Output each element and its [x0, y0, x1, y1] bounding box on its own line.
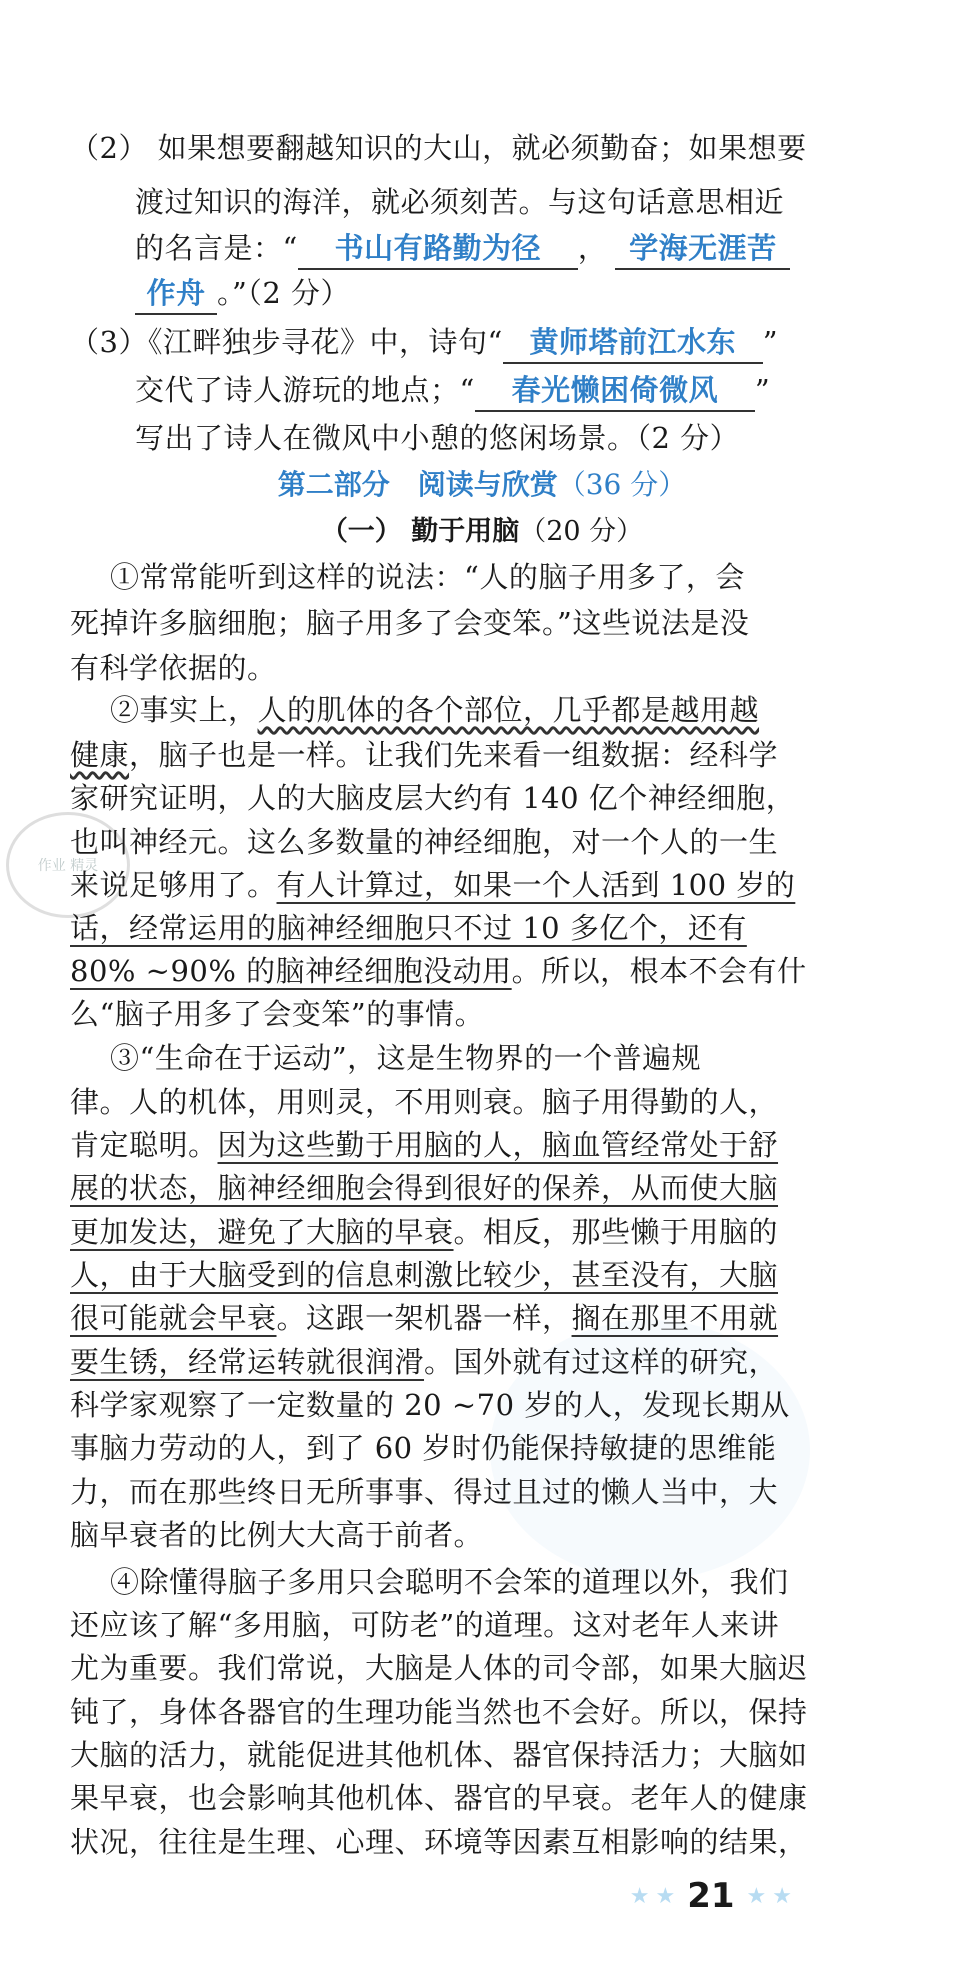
p2-line-3: 家研究证明，人的大脑皮层大约有 140 亿个神经细胞， — [70, 781, 796, 815]
q2-separator: ， — [577, 231, 608, 265]
p3-line-3-b: 因为这些勤于用脑的人，脑血管经常处于舒 — [217, 1128, 779, 1162]
p2-line-1-b: 人的肌体的各个部位，几乎都是越用越 — [257, 693, 760, 727]
page-footer — [630, 1876, 792, 1916]
p4-line-2: 还应该了解“多用脑，可防老”的道理。这对老年人来讲 — [70, 1608, 780, 1642]
p1-line-1: ①常常能听到这样的说法：“人的脑子用多了，会 — [110, 560, 745, 594]
p3-line-11: 力，而在那些终日无所事事、得过且过的懒人当中，大 — [70, 1475, 779, 1509]
q2-answer-1: 书山有路勤为径 — [298, 228, 578, 270]
q3-line-1 — [70, 322, 778, 364]
q3-quote-close-1: ” — [762, 325, 779, 359]
q3-answer-1: 黄师塔前江水东 — [503, 322, 763, 364]
p4-line-4: 钝了，身体各器官的生理功能当然也不会好。所以，保持 — [70, 1695, 808, 1729]
p4-line-1: ④除懂得脑子多用只会聪明不会笨的道理以外，我们 — [110, 1565, 789, 1599]
subsection-title — [0, 512, 964, 552]
p2-line-1 — [110, 690, 759, 730]
p2-line-6: 话，经常运用的脑神经细胞只不过 10 多亿个，还有 — [70, 911, 747, 945]
p3-line-8-a: 要生锈，经常运转就很润滑 — [70, 1345, 425, 1379]
q2-line-3-prefix: 的名言是：“ — [135, 231, 298, 265]
subsection-title-text: （一） 勤于用脑 — [320, 516, 520, 547]
p4-line-5: 大脑的活力，就能促进其他机体、器官保持活力；大脑如 — [70, 1738, 808, 1772]
p2-line-5-b: 有人计算过，如果一个人活到 100 岁的 — [276, 868, 796, 902]
p3-line-7 — [70, 1298, 778, 1338]
stamp-text: 作业 精灵 — [37, 858, 99, 874]
p3-line-12: 脑早衰者的比例大大高于前者。 — [70, 1518, 484, 1552]
page-number: 21 — [687, 1876, 735, 1916]
q2-end: 。”（2 分） — [217, 276, 350, 310]
p3-line-10: 事脑力劳动的人，到了 60 岁时仍能保持敏捷的思维能 — [70, 1431, 777, 1465]
q2-line-1: （2） 如果想要翻越知识的大山，就必须勤奋；如果想要 — [70, 131, 807, 165]
q3-line-3: 写出了诗人在微风中小憩的悠闲场景。（2 分） — [135, 421, 740, 455]
p3-line-2: 律。人的机体，用则灵，不用则衰。脑子用得勤的人， — [70, 1085, 779, 1119]
p3-line-3-a: 肯定聪明。 — [70, 1128, 218, 1162]
p2-line-2 — [70, 735, 778, 775]
q3-line-1-prefix: （3）《江畔独步寻花》中，诗句“ — [70, 325, 503, 359]
p2-line-2-a: 健康 — [70, 738, 130, 772]
p3-line-1: ③“生命在于运动”，这是生物界的一个普遍规 — [110, 1041, 702, 1075]
p3-line-8-b: 。国外就有过这样的研究， — [424, 1345, 779, 1379]
subsection-points: （20 分） — [519, 516, 644, 547]
p3-line-5-b: 。相反，那些懒于用脑的 — [453, 1215, 779, 1249]
p3-line-3 — [70, 1125, 778, 1165]
p2-line-2-b: ，脑子也是一样。让我们先来看一组数据：经科学 — [129, 738, 779, 772]
p4-line-6: 果早衰，也会影响其他机体、器官的早衰。老年人的健康 — [70, 1781, 808, 1815]
section-title — [0, 465, 964, 505]
star-icon: ★ — [655, 1883, 676, 1909]
q2-answer-2a: 学海无涯苦 — [615, 228, 790, 270]
star-icon: ★ — [746, 1883, 767, 1909]
q2-answer-2b: 作舟 — [135, 273, 217, 315]
p3-line-9: 科学家观察了一定数量的 20 ~70 岁的人，发现长期从 — [70, 1388, 790, 1422]
section-points: （36 分） — [557, 468, 687, 501]
star-icon: ★ — [772, 1883, 792, 1909]
q3-quote-close-2: ” — [754, 373, 771, 407]
p2-line-8: 么“脑子用多了会变笨”的事情。 — [70, 997, 485, 1031]
q2-line-3 — [135, 228, 790, 270]
q2-line-4 — [135, 273, 350, 315]
p4-line-7: 状况，往往是生理、心理、环境等因素互相影响的结果， — [70, 1825, 808, 1859]
q3-line-2-prefix: 交代了诗人游玩的地点；“ — [135, 373, 475, 407]
p3-line-7-c: 搁在那里不用就 — [571, 1301, 779, 1335]
p3-line-8 — [70, 1342, 778, 1382]
p3-line-7-a: 很可能就会早衰 — [70, 1301, 277, 1335]
p2-line-5 — [70, 865, 795, 905]
section-title-text: 第二部分 阅读与欣赏 — [277, 468, 558, 501]
p1-line-2: 死掉许多脑细胞；脑子用多了会变笨。”这些说法是没 — [70, 606, 750, 640]
p2-line-4: 也叫神经元。这么多数量的神经细胞，对一个人的一生 — [70, 825, 779, 859]
q3-line-2 — [135, 370, 770, 412]
p4-line-3: 尤为重要。我们常说，大脑是人体的司令部，如果大脑迟 — [70, 1651, 808, 1685]
q2-line-2: 渡过知识的海洋，就必须刻苦。与这句话意思相近 — [135, 185, 785, 219]
p2-line-7 — [70, 951, 807, 991]
p2-line-7-a: 80% ~90% 的脑神经细胞没动用 — [70, 954, 512, 988]
p2-line-1-a: ②事实上， — [110, 693, 258, 727]
p3-line-4: 展的状态，脑神经细胞会得到很好的保养，从而使大脑 — [70, 1171, 779, 1205]
star-icon: ★ — [629, 1883, 650, 1909]
q3-answer-2: 春光懒困倚微风 — [475, 370, 755, 412]
p3-line-5 — [70, 1212, 778, 1252]
p3-line-6: 人，由于大脑受到的信息刺激比较少，甚至没有，大脑 — [70, 1258, 779, 1292]
p2-line-5-a: 来说足够用了。 — [70, 868, 277, 902]
p3-line-7-b: 。这跟一架机器一样， — [276, 1301, 572, 1335]
p1-line-3: 有科学依据的。 — [70, 651, 277, 685]
p3-line-5-a: 更加发达，避免了大脑的早衰 — [70, 1215, 454, 1249]
p2-line-7-b: 。所以，根本不会有什 — [511, 954, 807, 988]
